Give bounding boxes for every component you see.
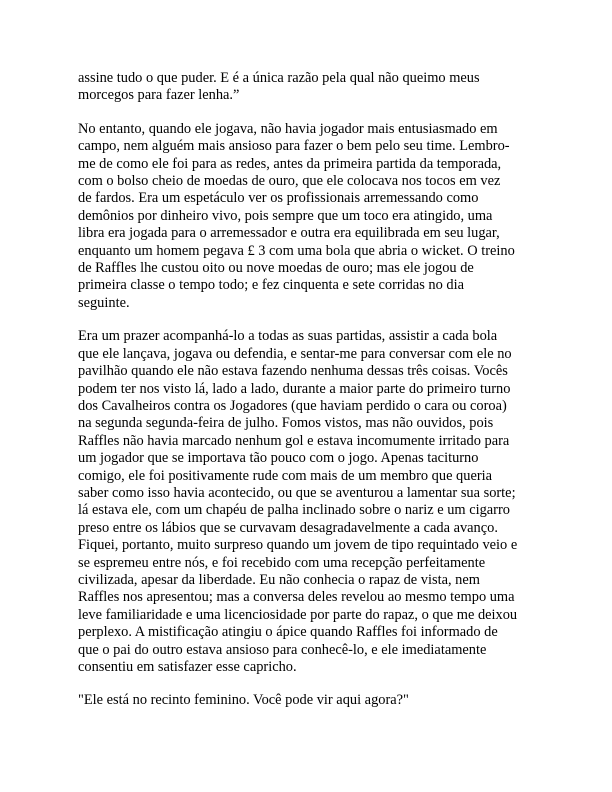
document-page xyxy=(78,70,548,726)
paragraph-pavilion-scene: Era um prazer acompanhá-lo a todas as suas partidas, assistir a cada bola que ele lançava, jogava ou defendia, e sentar-me para conversar com ele no pavilhão quando ele não estava fazendo nenhuma dessas três coisas. Vocês podem ter nos visto lá, lado a lado, durante a maior parte do primeiro turno dos Cavalheiros contra os Jogadores (que haviam perdido o cara ou coroa) na segunda segunda-feira de julho. Fomos vistos, mas não ouvidos, pois Raffles não havia marcado nenhum gol e estava incomumente irritado para um jogador que se importava tão pouco com o jogo. Apenas taciturno comigo, ele foi positivamente rude com mais de um membro que queria saber como isso havia acontecido, ou que se aventurou a lamentar sua sorte; lá estava ele, com um chapéu de palha inclinado sobre o nariz e um cigarro preso entre os lábios que se curvavam desagradavelmente a cada avanço. Fiquei, portanto, muito surpreso quando um jovem de tipo requintado veio e se espremeu entre nós, e foi recebido com uma recepção perfeitamente civilizada, apesar da liberdade. Eu não conhecia o rapaz de vista, nem Raffles nos apresentou; mas a conversa deles revelou ao mesmo tempo uma leve familiaridade e uma licenciosidade por parte do rapaz, o que me deixou perplexo. A mistificação atingiu o ápice quando Raffles foi informado de que o pai do outro estava ansioso para conhecê-lo, e ele imediatamente consentiu em satisfazer esse capricho. xyxy=(78,328,518,675)
paragraph-raffles-playing: No entanto, quando ele jogava, não havia jogador mais entusiasmado em campo, nem alguém mais ansioso para fazer o bem pelo seu time. Lembro- me de como ele foi para as redes, antes da primeira partida da temporada, com o bolso cheio de moedas de ouro, que ele colocava nos tocos em vez de fardos. Era um espetáculo ver os profissionais arremessando como demônios por dinheiro vivo, pois sempre que um toco era atingido, uma libra era jogada para o arremessador e outra era equilibrada em seu lugar, enquanto um homem pegava £ 3 com uma bola que abria o wicket. O treino de Raffles lhe custou oito ou nove moedas de ouro; mas ele jogou de primeira classe o tempo todo; e fez cinquenta e sete corridas no dia seguinte. xyxy=(78,120,515,311)
paragraph-dialogue: "Ele está no recinto feminino. Você pode vir aqui agora?" xyxy=(78,692,409,709)
paragraph-continuation: assine tudo o que puder. E é a única razão pela qual não queimo meus morcegos para fazer lenha.” xyxy=(78,70,480,104)
